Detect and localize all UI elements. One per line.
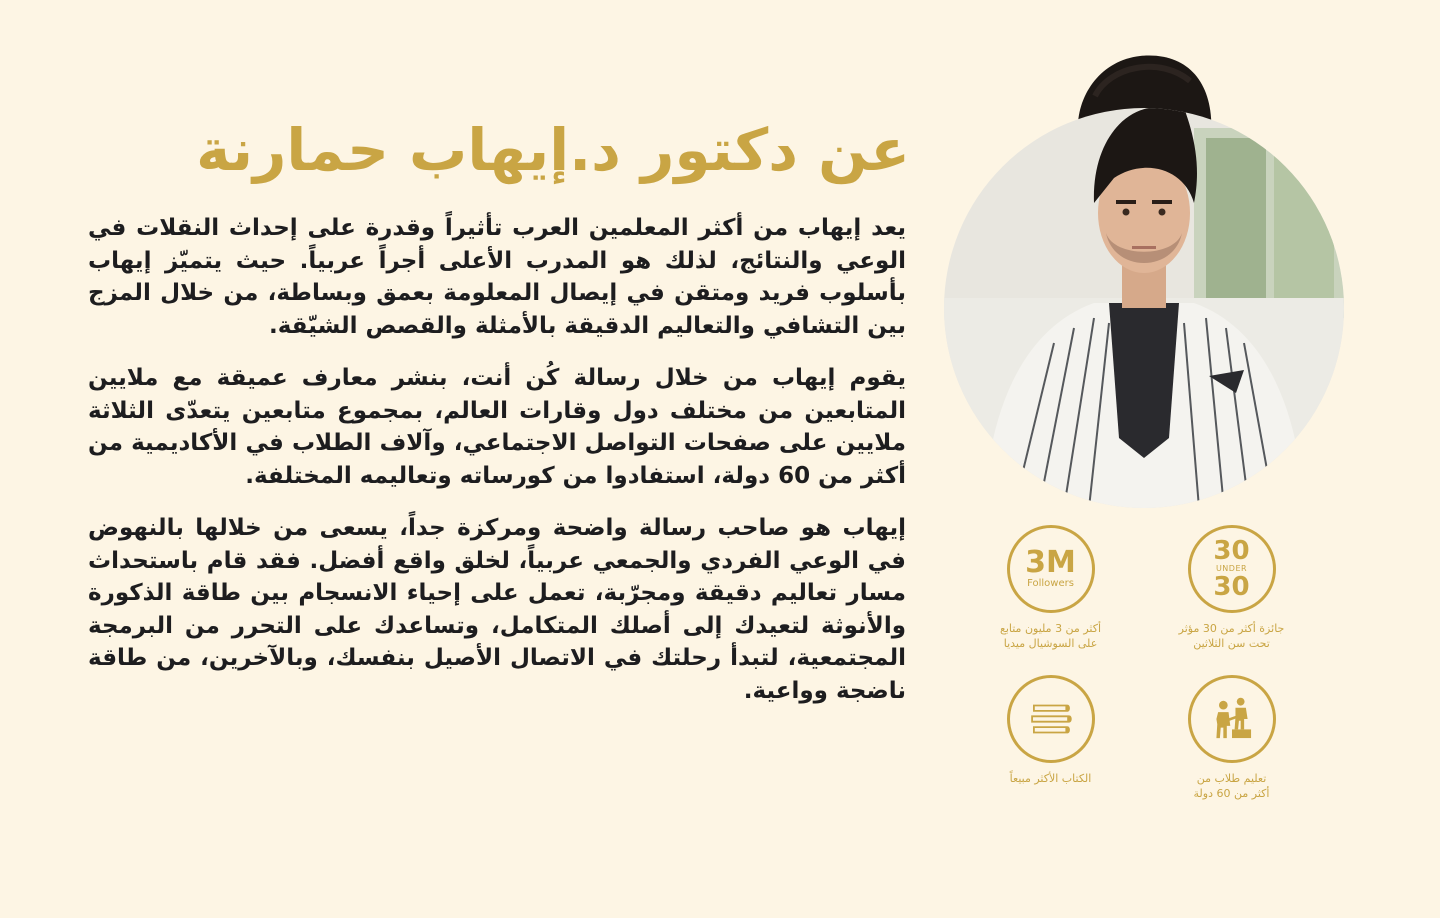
followers-badge: [1007, 525, 1095, 613]
badge-bottom-number: 30: [1213, 572, 1250, 602]
bio-paragraph-2: يقوم إيهاب من خلال رسالة كُن أنت، بنشر معارف عميقة مع ملايين المتابعين من مختلف دول وقارات العالم، بمجموع متابعين يتعدّى الثلاثة ملايين على صفحات التواصل الاجتماعي، وآلاف الطلاب في الأكاديمية من أكثر من 60 دولة، استفادوا من كورساته وتعاليمه المختلفة.: [88, 365, 906, 489]
stat-bestseller-book: [960, 675, 1141, 786]
stat-caption: الكتاب الأكثر مبيعاً: [1009, 772, 1092, 785]
badge-top-number: 30: [1213, 536, 1250, 566]
badge-under-label: UNDER: [1215, 564, 1248, 573]
bio-text: [88, 212, 906, 727]
teaching-badge: [1188, 675, 1276, 763]
stat-caption: أكثر من 3 مليون متابع على السوشيال ميديا: [999, 622, 1102, 650]
books-icon: [1024, 692, 1078, 746]
followers-count: 3M: [1025, 545, 1076, 580]
bio-paragraph-1: يعد إيهاب من أكثر المعلمين العرب تأثيراً وقدرة على إحداث النقلات في الوعي والنتائج، لذلك هو المدرب الأعلى أجراً عربياً. حيث يتميّز إيهاب بأسلوب فريد ومتقن في إيصال المعلومة بعمق وبساطة، من خلال المزج بين التشافي والتعاليم الدقيقة بالأمثلة والقصص الشيّقة.: [88, 215, 906, 339]
30-under-30-badge: [1188, 525, 1276, 613]
stat-30-under-30: [1141, 525, 1322, 651]
stat-caption: تعليم طلاب من أكثر من 60 دولة: [1193, 772, 1270, 800]
bio-paragraph-3: إيهاب هو صاحب رسالة واضحة ومركزة جداً، يسعى من خلالها بالنهوض في الوعي الفردي والجمعي عربياً، لخلق واقع أفضل. فقد قام باستحداث مسار تعاليم دقيقة ومجرّبة، تعمل على إحياء الانسجام بين طاقة الذكورة والأنوثة لتعيدك إلى أصلك المتكامل، وتساعدك على التحرر من البرمجة المجتمعية، لتبدأ رحلتك في الاتصال الأصيل بنفسك، وبالآخرين، من طاقة ناضجة وواعية.: [88, 515, 906, 704]
stat-students-countries: [1141, 675, 1322, 801]
followers-label: Followers: [1027, 578, 1074, 589]
books-badge: [1007, 675, 1095, 763]
stat-caption: جائزة أكثر من 30 مؤثر تحت سن الثلاثين: [1178, 622, 1285, 650]
page-title: عن دكتور د.إيهاب حمارنة: [196, 116, 910, 184]
stat-followers: [960, 525, 1141, 651]
portrait-photo: [944, 108, 1344, 508]
teaching-icon: [1206, 693, 1258, 745]
stats-grid: [960, 525, 1322, 815]
